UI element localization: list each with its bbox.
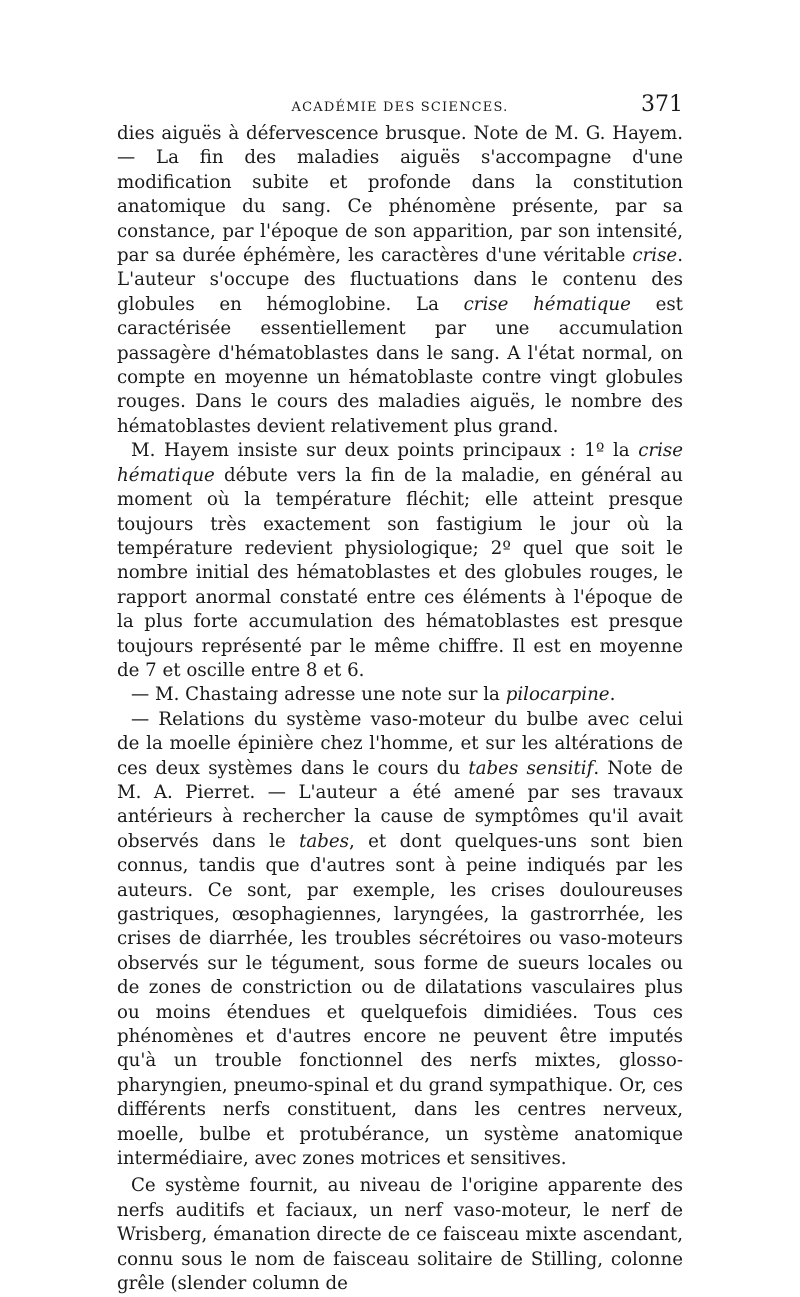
text-run: dies aiguës à défervescence brusque. Note de M. G. Hayem. — La fin des maladies aiguës s'accompagne d'une modification subite et profonde dans la constitution anatomique du sang. Ce phénomène présente, par sa constance, par l'époque de son apparition, par son intensité, par sa durée éphémère, les caractères d'une véritable: [117, 123, 683, 267]
paragraph-pierret-note: [117, 708, 683, 1172]
book-page: [117, 92, 683, 1297]
text-run: — M. Chastaing adresse une note sur la: [131, 684, 506, 706]
text-run: M. Hayem insiste sur deux points principaux : 1º la: [131, 440, 639, 462]
text-run: Ce système fournit, au niveau de l'origine apparente des nerfs auditifs et faciaux, un nerf vaso-moteur, le nerf de Wrisberg, émanation directe de ce faisceau mixte ascendant, connu sous le nom de faisceau solitaire de Stilling, colonne grêle (slender column de: [117, 1175, 683, 1295]
paragraph-chastaing-note: [117, 683, 683, 707]
text-run: débute vers la fin de la maladie, en général au moment où la température fléchit; elle atteint presque toujours très exactement son fastigium le jour où la température redevient physiologique; 2º quel que soit le nombre initial des hématoblastes et des globules rouges, le rapport anormal constaté entre ces éléments à l'époque de la plus forte accumulation des hématoblastes est presque toujours représenté par le même chiffre. Il est en moyenne de 7 et oscille entre 8 et 6.: [117, 464, 683, 681]
italic-term: crise hématique: [463, 293, 631, 315]
paragraph-wrisberg-nerve: [117, 1174, 683, 1296]
text-run: — Relations du système vaso-moteur du bulbe avec celui de la moelle épinière chez l'homme, et sur les altérations de ces deux systèmes dans le cours du: [117, 708, 683, 779]
italic-term: pilocarpine: [505, 684, 610, 706]
italic-term: crise hématique: [117, 440, 683, 486]
text-run: . L'auteur s'occupe des fluctuations dans le contenu des globules en hémoglobine. La: [117, 245, 683, 315]
text-run: est caractérisée essentiellement par une accumulation passagère d'hématoblastes dans le sang. A l'état normal, on compte en moyenne un hématoblaste contre vingt globules rouges. Dans le cours des maladies aiguës, le nombre des hématoblastes devient relativement plus grand.: [117, 293, 683, 437]
text-run: .: [609, 684, 616, 706]
text-run: . Note de M. A. Pierret. — L'auteur a été amené par ses travaux antérieurs à rechercher la cause de symptômes qu'il avait observés dans le: [117, 757, 683, 852]
italic-term: tabes: [299, 830, 349, 852]
paragraph-fever-crisis: [117, 122, 683, 439]
running-header: [117, 92, 683, 122]
paragraph-hayem-points: [117, 439, 683, 683]
italic-term: crise: [632, 245, 678, 267]
page-number: 371: [641, 92, 683, 117]
text-run: , et dont quelques-uns sont bien connus, tandis que d'autres sont à peine indiqués par les auteurs. Ce sont, par exemple, les crises douloureuses gastriques, œsophagiennes, laryngées, la gastrorrhée, les crises de diarrhée, les troubles sécrétoires ou vaso-moteurs observés sur le tégument, sous forme de sueurs locales ou de zones de constriction ou de dilatations vasculaires plus ou moins étendues et quelquefois dimidiées. Tous ces phénomènes et d'autres encore ne peuvent être imputés qu'à un trouble fonctionnel des nerfs mixtes, glosso-pharyngien, pneumo-spinal et du grand sympathique. Or, ces différents nerfs constituent, dans les centres nerveux, moelle, bulbe et protubérance, un système anatomique intermédiaire, avec zones motrices et sensitives.: [117, 830, 683, 1170]
header-title: ACADÉMIE DES SCIENCES.: [291, 100, 509, 115]
body-text: [117, 122, 683, 1297]
italic-term: tabes sensitif: [468, 757, 594, 779]
